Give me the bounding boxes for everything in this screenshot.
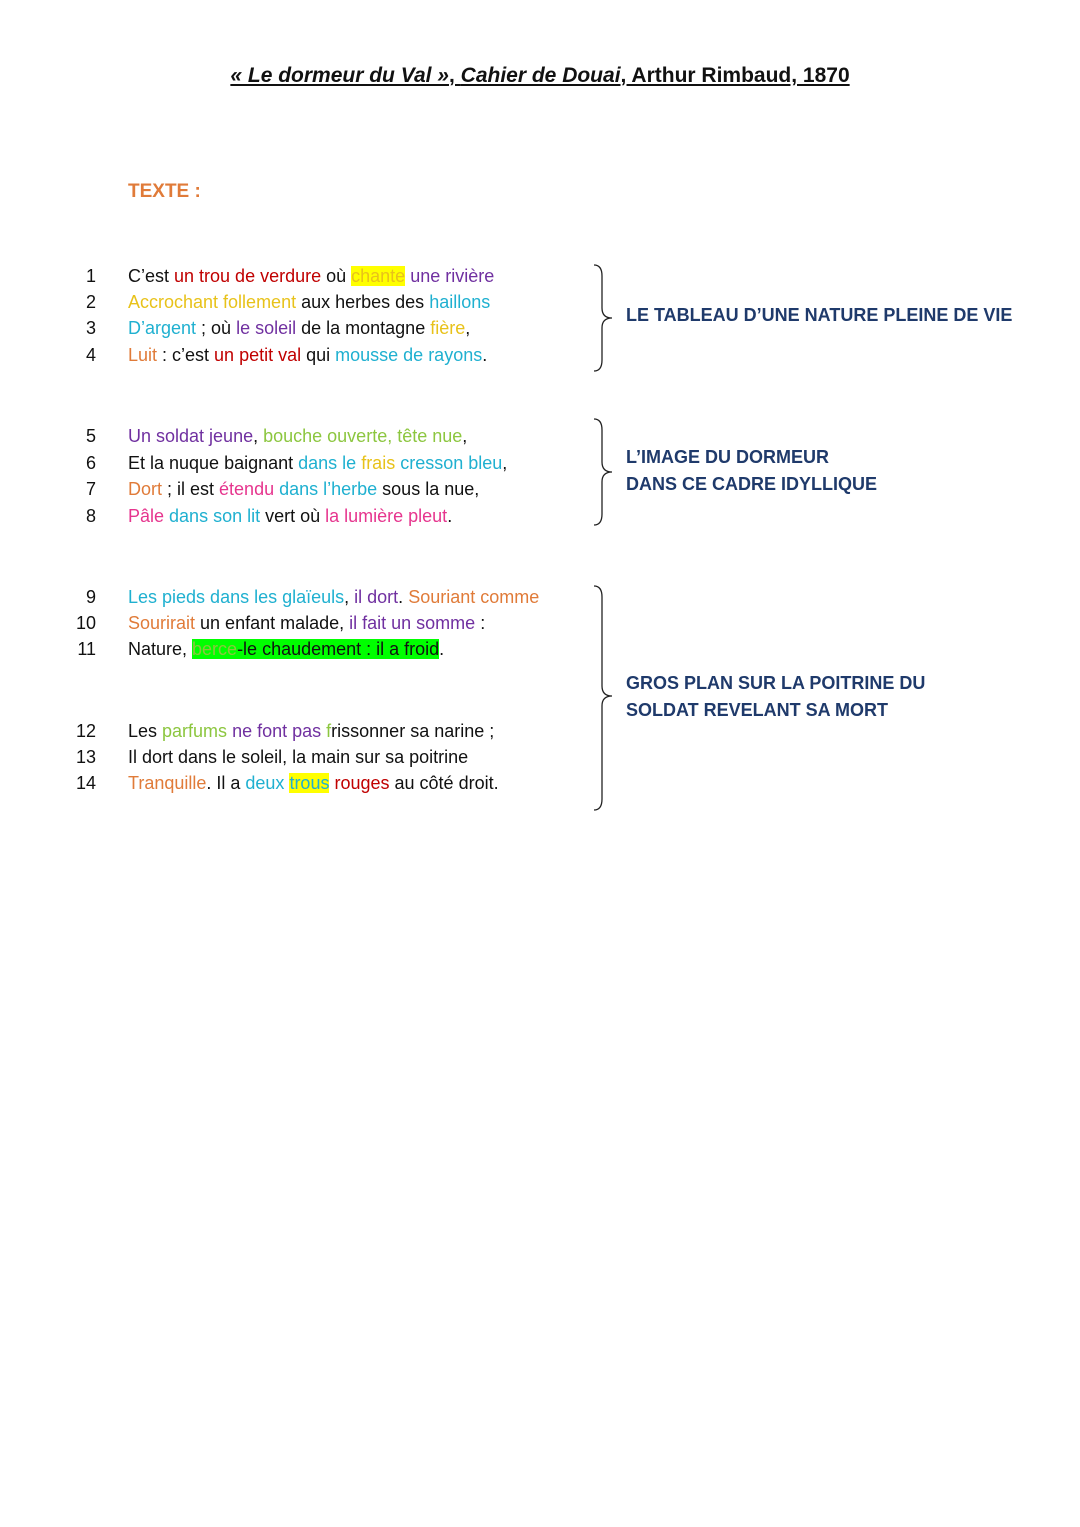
poem-line: [0, 266, 600, 292]
text-segment: vert où: [260, 506, 326, 526]
text-segment: chante: [351, 266, 406, 286]
text-segment: Tranquille: [128, 773, 207, 793]
text-segment: : c’est: [157, 345, 215, 365]
text-segment: ,: [502, 453, 508, 473]
text-segment: mousse de rayons: [335, 345, 483, 365]
poem-line: [0, 506, 600, 532]
text-segment: Sourirait: [128, 613, 196, 633]
poem-line: [0, 292, 600, 318]
line-number: 1: [85, 266, 96, 286]
text-segment: un petit val: [214, 345, 302, 365]
collection-title: Cahier de Douai: [460, 64, 621, 87]
text-segment: aux herbes des: [296, 292, 430, 312]
line-number: 14: [75, 773, 96, 793]
line-text: [128, 506, 452, 527]
text-segment: ,: [344, 587, 355, 607]
poem-line: [0, 345, 600, 371]
text-segment: .: [447, 506, 453, 526]
poem-line: [0, 721, 600, 747]
text-segment: Les: [128, 721, 163, 741]
line-number: 6: [85, 453, 96, 473]
text-segment: au côté droit.: [389, 773, 499, 793]
text-segment: D’argent: [128, 318, 197, 338]
line-text: [128, 773, 499, 794]
text-segment: Nature,: [128, 639, 193, 659]
text-segment: Un soldat jeune: [128, 426, 254, 446]
line-text: [128, 721, 494, 742]
line-text: [128, 587, 539, 608]
text-segment: un trou de verdure: [174, 266, 322, 286]
poem-line: [0, 426, 600, 452]
text-segment: -le chaudement : il a froid: [237, 639, 440, 659]
title-separator: ,: [448, 64, 461, 87]
poem-line: [0, 479, 600, 505]
text-segment: C’est: [128, 266, 175, 286]
line-number: 13: [75, 747, 96, 767]
text-segment: sous la nue,: [377, 479, 480, 499]
line-text: [128, 426, 467, 447]
annotation-line: L’IMAGE DU DORMEUR: [626, 447, 830, 467]
text-segment: parfums: [162, 721, 228, 741]
poem-line: [0, 587, 600, 613]
line-number: 12: [75, 721, 96, 741]
text-segment: Il dort dans le soleil, la main sur sa poitrine: [128, 747, 469, 767]
text-segment: cresson bleu: [395, 453, 503, 473]
text-segment: .: [482, 345, 488, 365]
text-segment: la lumière pleut: [325, 506, 448, 526]
poem-line: [0, 613, 600, 639]
line-text: [128, 453, 507, 474]
text-segment: rouges: [329, 773, 390, 793]
text-segment: :: [475, 613, 486, 633]
text-segment: Les pieds dans les glaïeuls: [128, 587, 345, 607]
text-segment: berce: [192, 639, 238, 659]
text-segment: Dort: [128, 479, 163, 499]
text-segment: fière: [430, 318, 466, 338]
text-segment: rissonner sa narine ;: [331, 721, 495, 741]
line-text: [128, 479, 479, 500]
text-segment: de la montagne: [296, 318, 431, 338]
line-text: [128, 345, 487, 366]
page-title: [0, 64, 1080, 88]
text-segment: le soleil: [236, 318, 297, 338]
text-segment: ; il est: [162, 479, 220, 499]
text-segment: dans le: [298, 453, 362, 473]
text-segment: Et la nuque baignant: [128, 453, 299, 473]
text-segment: frais: [361, 453, 396, 473]
line-text: [128, 747, 468, 768]
text-segment: Accrochant follement: [128, 292, 297, 312]
text-segment: bouche ouverte, tête nue: [263, 426, 463, 446]
text-segment: .: [398, 587, 409, 607]
line-text: [128, 613, 485, 634]
line-number: 3: [85, 318, 96, 338]
line-number: 2: [85, 292, 96, 312]
poem-title: « Le dormeur du Val »: [230, 64, 449, 87]
poem-line: [0, 453, 600, 479]
annotation-line: GROS PLAN SUR LA POITRINE DU: [626, 673, 926, 693]
line-number: 10: [75, 613, 96, 633]
text-segment: ne font pas: [227, 721, 327, 741]
line-number: 11: [77, 639, 96, 659]
text-segment: étendu: [219, 479, 275, 499]
text-segment: il dort: [354, 587, 399, 607]
author-year: , Arthur Rimbaud, 1870: [620, 64, 850, 87]
line-number: 7: [85, 479, 96, 499]
text-segment: trous: [289, 773, 330, 793]
text-segment: dans son lit: [164, 506, 261, 526]
text-segment: ,: [465, 318, 471, 338]
brace-tercets: [590, 585, 614, 811]
poem-line: [0, 318, 600, 344]
text-segment: . Il a: [206, 773, 246, 793]
text-segment: haillons: [429, 292, 491, 312]
annotation-dormeur: [626, 444, 877, 498]
annotation-line: LE TABLEAU D’UNE NATURE PLEINE DE VIE: [626, 305, 1013, 325]
brace-stanza-1: [590, 264, 614, 372]
line-text: [128, 292, 490, 313]
line-text: [128, 639, 444, 660]
text-segment: ; où: [196, 318, 237, 338]
text-segment: qui: [301, 345, 336, 365]
text-segment: ,: [253, 426, 264, 446]
line-text: [128, 318, 470, 339]
text-segment: .: [439, 639, 445, 659]
text-segment: il fait un somme: [349, 613, 476, 633]
section-heading: TEXTE :: [128, 181, 201, 202]
poem-line: [0, 747, 600, 773]
text-segment: un enfant malade,: [195, 613, 350, 633]
line-number: 9: [85, 587, 96, 607]
annotation-mort: [626, 670, 925, 724]
brace-stanza-2: [590, 418, 614, 526]
line-number: 5: [85, 426, 96, 446]
text-segment: Souriant comme: [408, 587, 540, 607]
text-segment: une rivière: [405, 266, 495, 286]
annotation-line: DANS CE CADRE IDYLLIQUE: [626, 474, 878, 494]
annotation-line: SOLDAT REVELANT SA MORT: [626, 700, 888, 720]
poem-line: [0, 773, 600, 799]
line-number: 8: [85, 506, 96, 526]
text-segment: ,: [462, 426, 468, 446]
line-text: [128, 266, 494, 287]
text-segment: Pâle: [128, 506, 165, 526]
text-segment: deux: [245, 773, 290, 793]
line-number: 4: [85, 345, 96, 365]
text-segment: dans l’herbe: [274, 479, 378, 499]
text-segment: Luit: [128, 345, 158, 365]
text-segment: où: [321, 266, 352, 286]
text-segment: f: [326, 721, 332, 741]
annotation-nature: [626, 302, 1012, 329]
poem-line: [0, 639, 600, 665]
